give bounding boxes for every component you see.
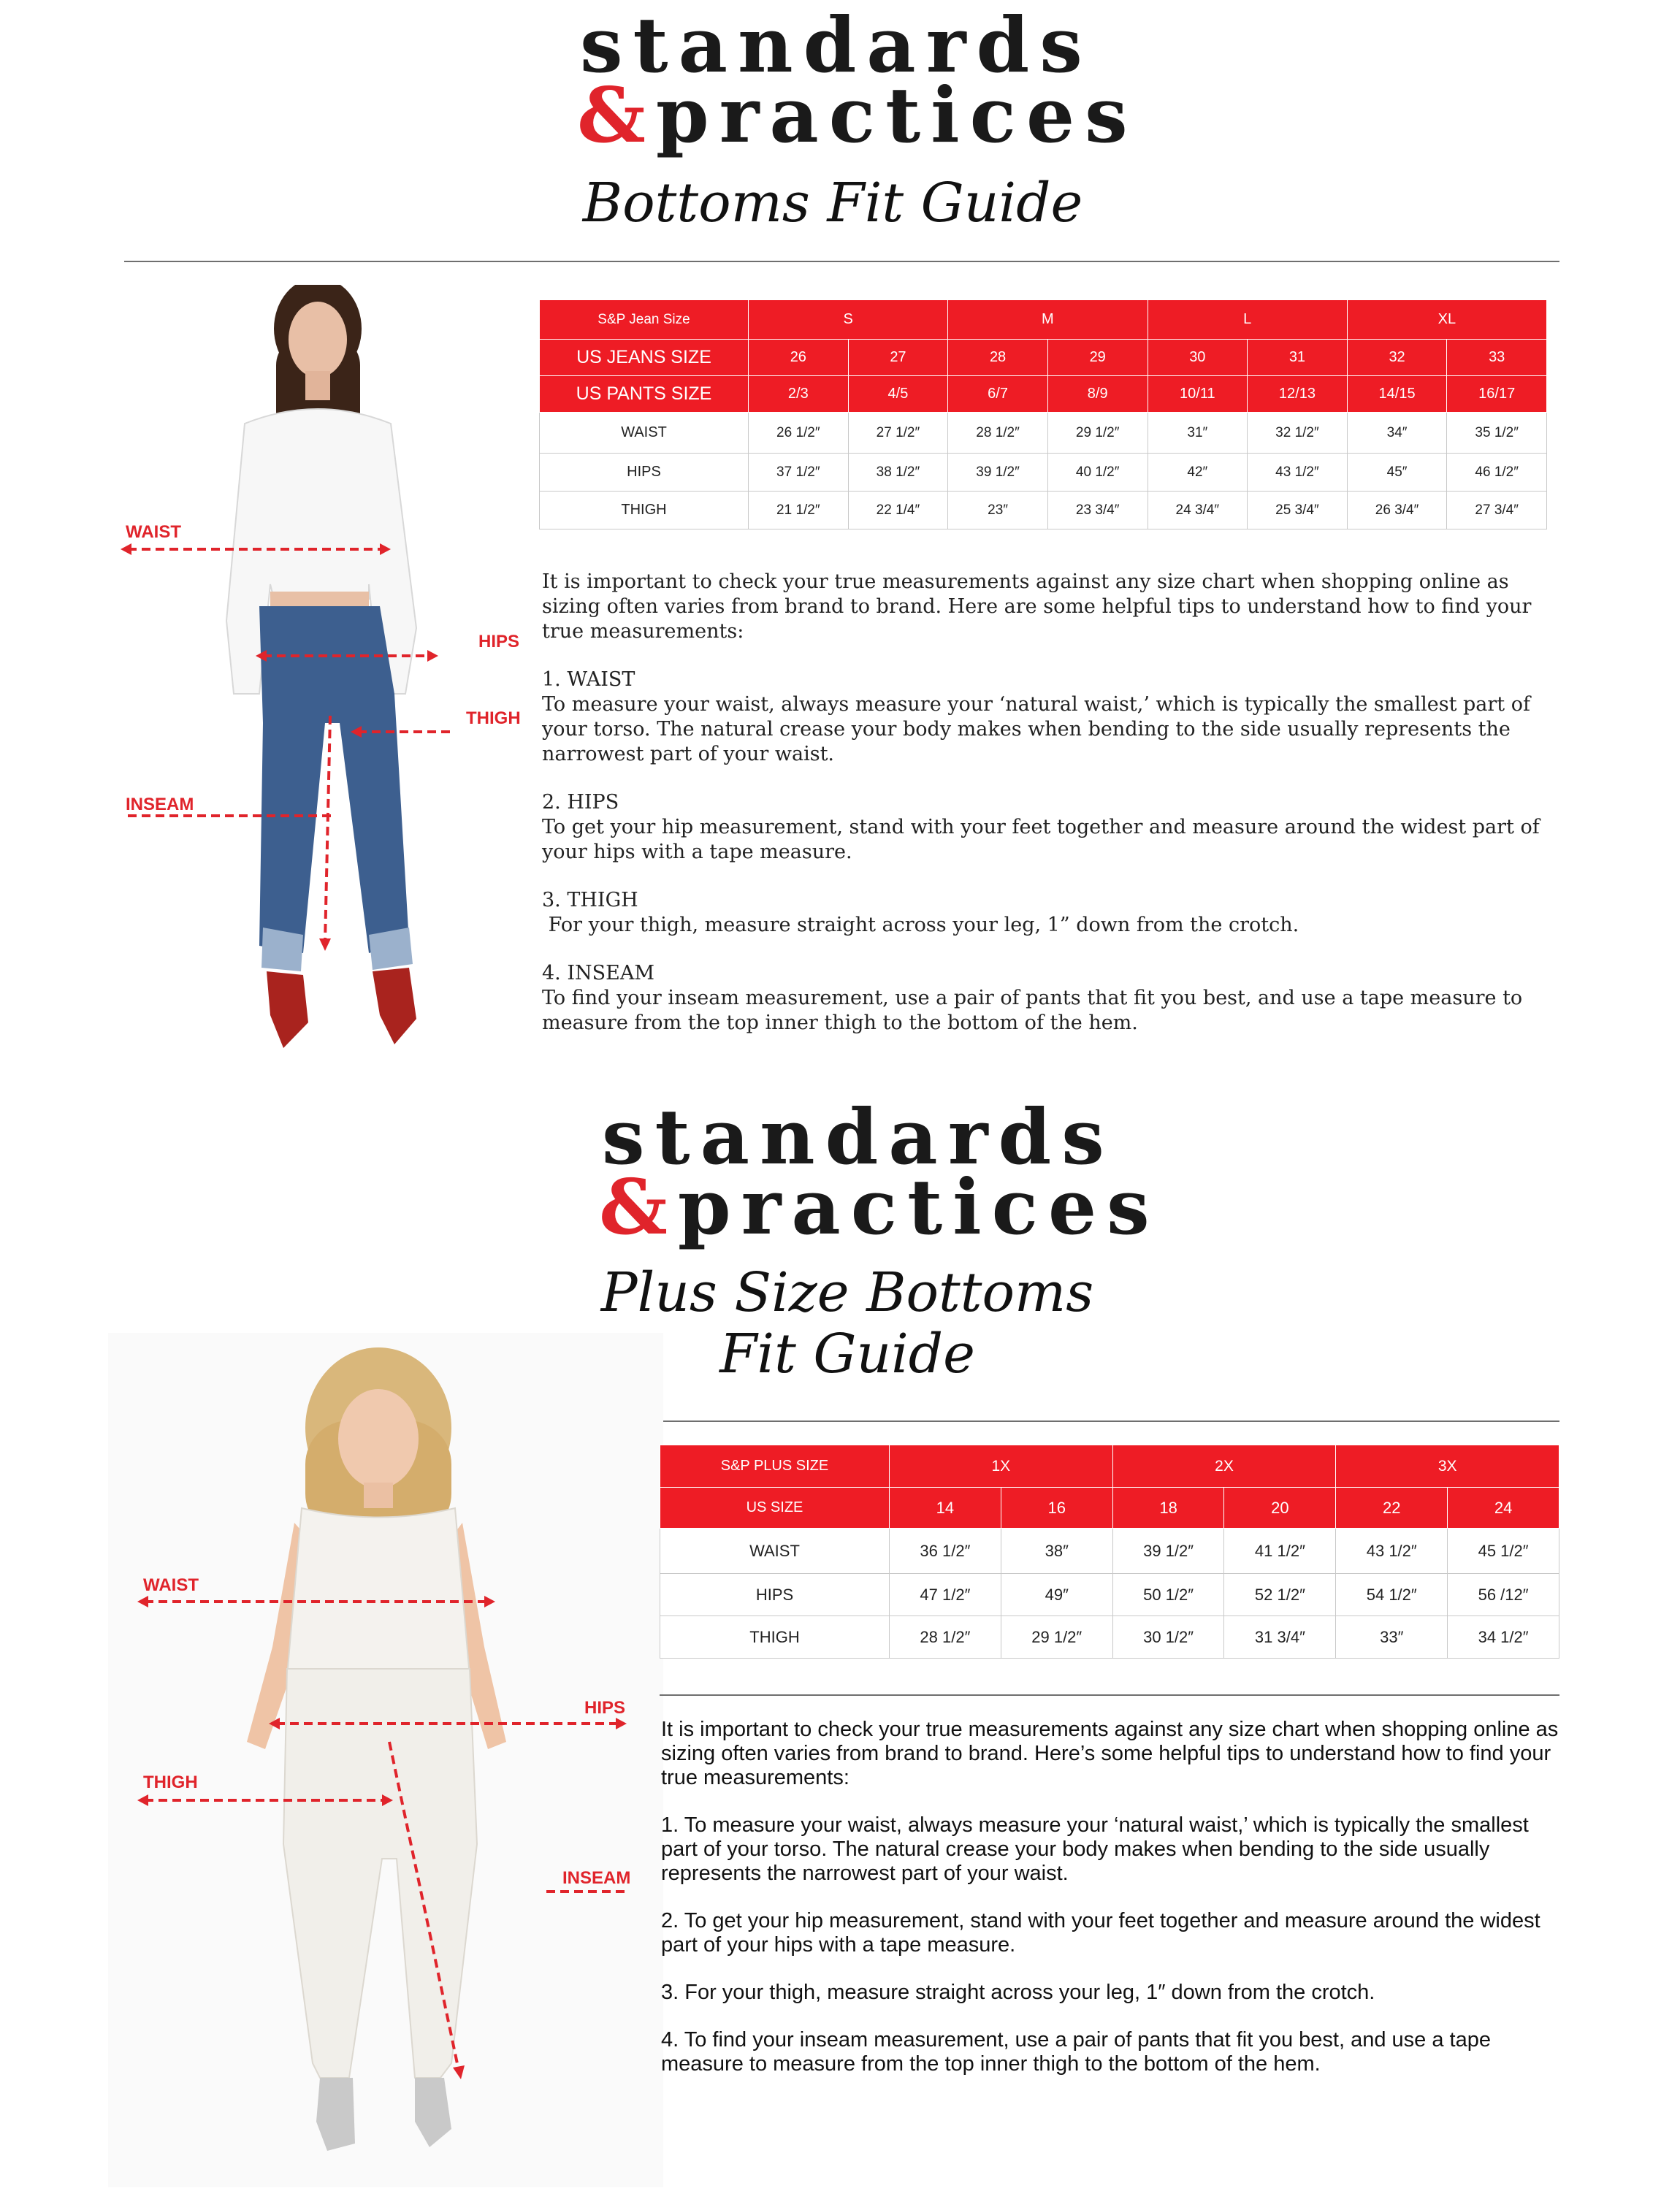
table-cell: 23″ (948, 492, 1048, 529)
model-figure-plus (108, 1333, 663, 2187)
divider (660, 1694, 1559, 1696)
table-cell: 42″ (1148, 454, 1248, 492)
table-cell: 14/15 (1347, 376, 1447, 413)
table-cell: 33″ (1336, 1616, 1448, 1659)
table-cell: 10/11 (1148, 376, 1248, 413)
page-title-bottoms: Bottoms Fit Guide (582, 172, 1083, 234)
table-cell: 45″ (1347, 454, 1447, 492)
tip-heading-waist: 1. WAIST (542, 668, 635, 691)
divider (660, 1420, 1559, 1422)
brand-line-2 (577, 70, 1138, 160)
table-cell: 56 /12″ (1448, 1574, 1559, 1616)
tip-heading-inseam: 4. INSEAM (542, 962, 654, 984)
table-cell: 31″ (1148, 413, 1248, 454)
table-cell: 6/7 (948, 376, 1048, 413)
table-row (540, 454, 1547, 492)
table-cell: 43 1/2″ (1248, 454, 1348, 492)
row-label: WAIST (660, 1529, 890, 1574)
table-cell: 26 3/4″ (1347, 492, 1447, 529)
table-cell: 40 1/2″ (1047, 454, 1148, 492)
table-cell: 32 (1347, 340, 1447, 376)
table-cell: 27 (848, 340, 948, 376)
divider (124, 261, 1559, 262)
brand-logo-2 (599, 1092, 1160, 1252)
table-cell: 36 1/2″ (890, 1529, 1001, 1574)
model-illustration (117, 285, 541, 1066)
row-label: US PANTS SIZE (540, 376, 749, 413)
table-cell: 46 1/2″ (1447, 454, 1547, 492)
measurement-tips-plus (661, 1718, 1561, 2076)
label-waist: WAIST (143, 1575, 199, 1595)
row-label: HIPS (660, 1574, 890, 1616)
brand-line-1: standards (602, 1092, 1115, 1182)
label-hips: HIPS (478, 632, 520, 651)
table-cell: 16 (1001, 1488, 1112, 1529)
table-cell: 29 1/2″ (1001, 1616, 1112, 1659)
table-cell: 16/17 (1447, 376, 1547, 413)
row-label: US SIZE (660, 1488, 890, 1529)
size-group: L (1148, 300, 1347, 340)
title-line-2: Fit Guide (719, 1323, 975, 1385)
table-cell: 12/13 (1248, 376, 1348, 413)
tip-heading-hips: 2. HIPS (542, 791, 619, 814)
table-cell: 14 (890, 1488, 1001, 1529)
table-cell: 27 1/2″ (848, 413, 948, 454)
table-cell: 39 1/2″ (1112, 1529, 1224, 1574)
tip-thigh: 3. For your thigh, measure straight across your leg, 1″ down from the crotch. (661, 1981, 1375, 2004)
brand-line-2 (599, 1162, 1160, 1252)
table-cell: 54 1/2″ (1336, 1574, 1448, 1616)
table-cell: 22 1/4″ (848, 492, 948, 529)
table-cell: 38 1/2″ (848, 454, 948, 492)
table-cell: 22 (1336, 1488, 1448, 1529)
size-group: 2X (1112, 1445, 1336, 1488)
label-thigh: THIGH (143, 1773, 198, 1792)
size-group: XL (1347, 300, 1546, 340)
tip-waist: 1. To measure your waist, always measure your ‘natural waist,’ which is typically the smallest part of your torso. The natural crease your body makes when bending to the side usually represents the narrowest part of your waist. (661, 1813, 1529, 1885)
brand-logo (577, 0, 1138, 160)
table-cell: 39 1/2″ (948, 454, 1048, 492)
table-cell: 45 1/2″ (1448, 1529, 1559, 1574)
tips-intro: It is important to check your true measurements against any size chart when shopping online as sizing often varies from brand to brand. Here’s some helpful tips to understand how to find your true measurements: (661, 1718, 1559, 1789)
size-table-jeans (539, 299, 1547, 529)
size-group: 3X (1336, 1445, 1559, 1488)
size-group: S (749, 300, 948, 340)
tip-text-inseam: To find your inseam measurement, use a pair of pants that fit you best, and use a tape measure to measure from the top inner thigh to the bottom of the hem. (542, 987, 1523, 1034)
brand-line-1: standards (580, 0, 1093, 90)
row-label: THIGH (540, 492, 749, 529)
table-cell: 31 3/4″ (1224, 1616, 1336, 1659)
label-inseam: INSEAM (126, 795, 194, 814)
label-thigh: THIGH (466, 708, 521, 728)
table-cell: 27 3/4″ (1447, 492, 1547, 529)
tip-text-waist: To measure your waist, always measure your ‘natural waist,’ which is typically the smallest part of your torso. The natural crease your body makes when bending to the side usually represents the narrowest part of your waist. (542, 693, 1530, 765)
tip-heading-thigh: 3. THIGH (542, 889, 638, 911)
label-inseam: INSEAM (562, 1868, 631, 1888)
brand-line-2-text: practices (655, 70, 1138, 160)
table-row (660, 1488, 1559, 1529)
table-cell: 50 1/2″ (1112, 1574, 1224, 1616)
table-cell: 28 1/2″ (890, 1616, 1001, 1659)
table-cell: 35 1/2″ (1447, 413, 1547, 454)
table-row (540, 376, 1547, 413)
table-header-label: S&P PLUS SIZE (660, 1445, 890, 1488)
table-cell: 24 3/4″ (1148, 492, 1248, 529)
table-cell: 2/3 (749, 376, 849, 413)
table-cell: 28 (948, 340, 1048, 376)
table-header-label: S&P Jean Size (540, 300, 749, 340)
table-cell: 38″ (1001, 1529, 1112, 1574)
table-cell: 24 (1448, 1488, 1559, 1529)
table-cell: 8/9 (1047, 376, 1148, 413)
brand-ampersand: & (577, 70, 656, 160)
table-cell: 20 (1224, 1488, 1336, 1529)
row-label: THIGH (660, 1616, 890, 1659)
table-cell: 37 1/2″ (749, 454, 849, 492)
table-cell: 4/5 (848, 376, 948, 413)
table-row (660, 1616, 1559, 1659)
table-row (540, 413, 1547, 454)
table-cell: 33 (1447, 340, 1547, 376)
table-header-row (660, 1445, 1559, 1488)
table-row (540, 340, 1547, 376)
brand-ampersand: & (599, 1162, 678, 1252)
table-cell: 43 1/2″ (1336, 1529, 1448, 1574)
table-cell: 32 1/2″ (1248, 413, 1348, 454)
measurement-tips-jeans (542, 570, 1550, 1036)
table-cell: 52 1/2″ (1224, 1574, 1336, 1616)
table-cell: 25 3/4″ (1248, 492, 1348, 529)
table-cell: 31 (1248, 340, 1348, 376)
size-table-plus (660, 1445, 1559, 1659)
table-cell: 30 1/2″ (1112, 1616, 1224, 1659)
table-row (660, 1529, 1559, 1574)
table-cell: 34″ (1347, 413, 1447, 454)
size-group: M (948, 300, 1148, 340)
table-cell: 18 (1112, 1488, 1224, 1529)
table-row (660, 1574, 1559, 1616)
table-cell: 30 (1148, 340, 1248, 376)
tip-hips: 2. To get your hip measurement, stand with your feet together and measure around the widest part of your hips with a tape measure. (661, 1909, 1540, 1957)
brand-line-2-text: practices (677, 1162, 1160, 1252)
table-cell: 47 1/2″ (890, 1574, 1001, 1616)
tip-inseam: 4. To find your inseam measurement, use a pair of pants that fit you best, and use a tape measure to measure from the top inner thigh to the bottom of the hem. (661, 2028, 1491, 2076)
model-illustration (108, 1333, 663, 2187)
table-cell: 34 1/2″ (1448, 1616, 1559, 1659)
label-hips: HIPS (584, 1698, 626, 1718)
table-cell: 49″ (1001, 1574, 1112, 1616)
row-label: HIPS (540, 454, 749, 492)
table-cell: 28 1/2″ (948, 413, 1048, 454)
row-label: US JEANS SIZE (540, 340, 749, 376)
label-waist: WAIST (126, 522, 181, 542)
tips-intro: It is important to check your true measurements against any size chart when shopping online as sizing often varies from brand to brand. Here are some helpful tips to understand how to find your true measurements: (542, 570, 1532, 643)
table-cell: 26 1/2″ (749, 413, 849, 454)
table-cell: 23 3/4″ (1047, 492, 1148, 529)
title-line-1: Plus Size Bottoms (600, 1261, 1094, 1324)
table-row (540, 492, 1547, 529)
tip-text-hips: To get your hip measurement, stand with your feet together and measure around the widest part of your hips with a tape measure. (542, 816, 1540, 863)
table-cell: 41 1/2″ (1224, 1529, 1336, 1574)
row-label: WAIST (540, 413, 749, 454)
table-header-row (540, 300, 1547, 340)
size-group: 1X (890, 1445, 1113, 1488)
table-cell: 29 (1047, 340, 1148, 376)
table-cell: 21 1/2″ (749, 492, 849, 529)
tip-text-thigh: For your thigh, measure straight across your leg, 1” down from the crotch. (542, 914, 1299, 936)
table-cell: 26 (749, 340, 849, 376)
table-cell: 29 1/2″ (1047, 413, 1148, 454)
model-figure-jeans (117, 285, 541, 1066)
